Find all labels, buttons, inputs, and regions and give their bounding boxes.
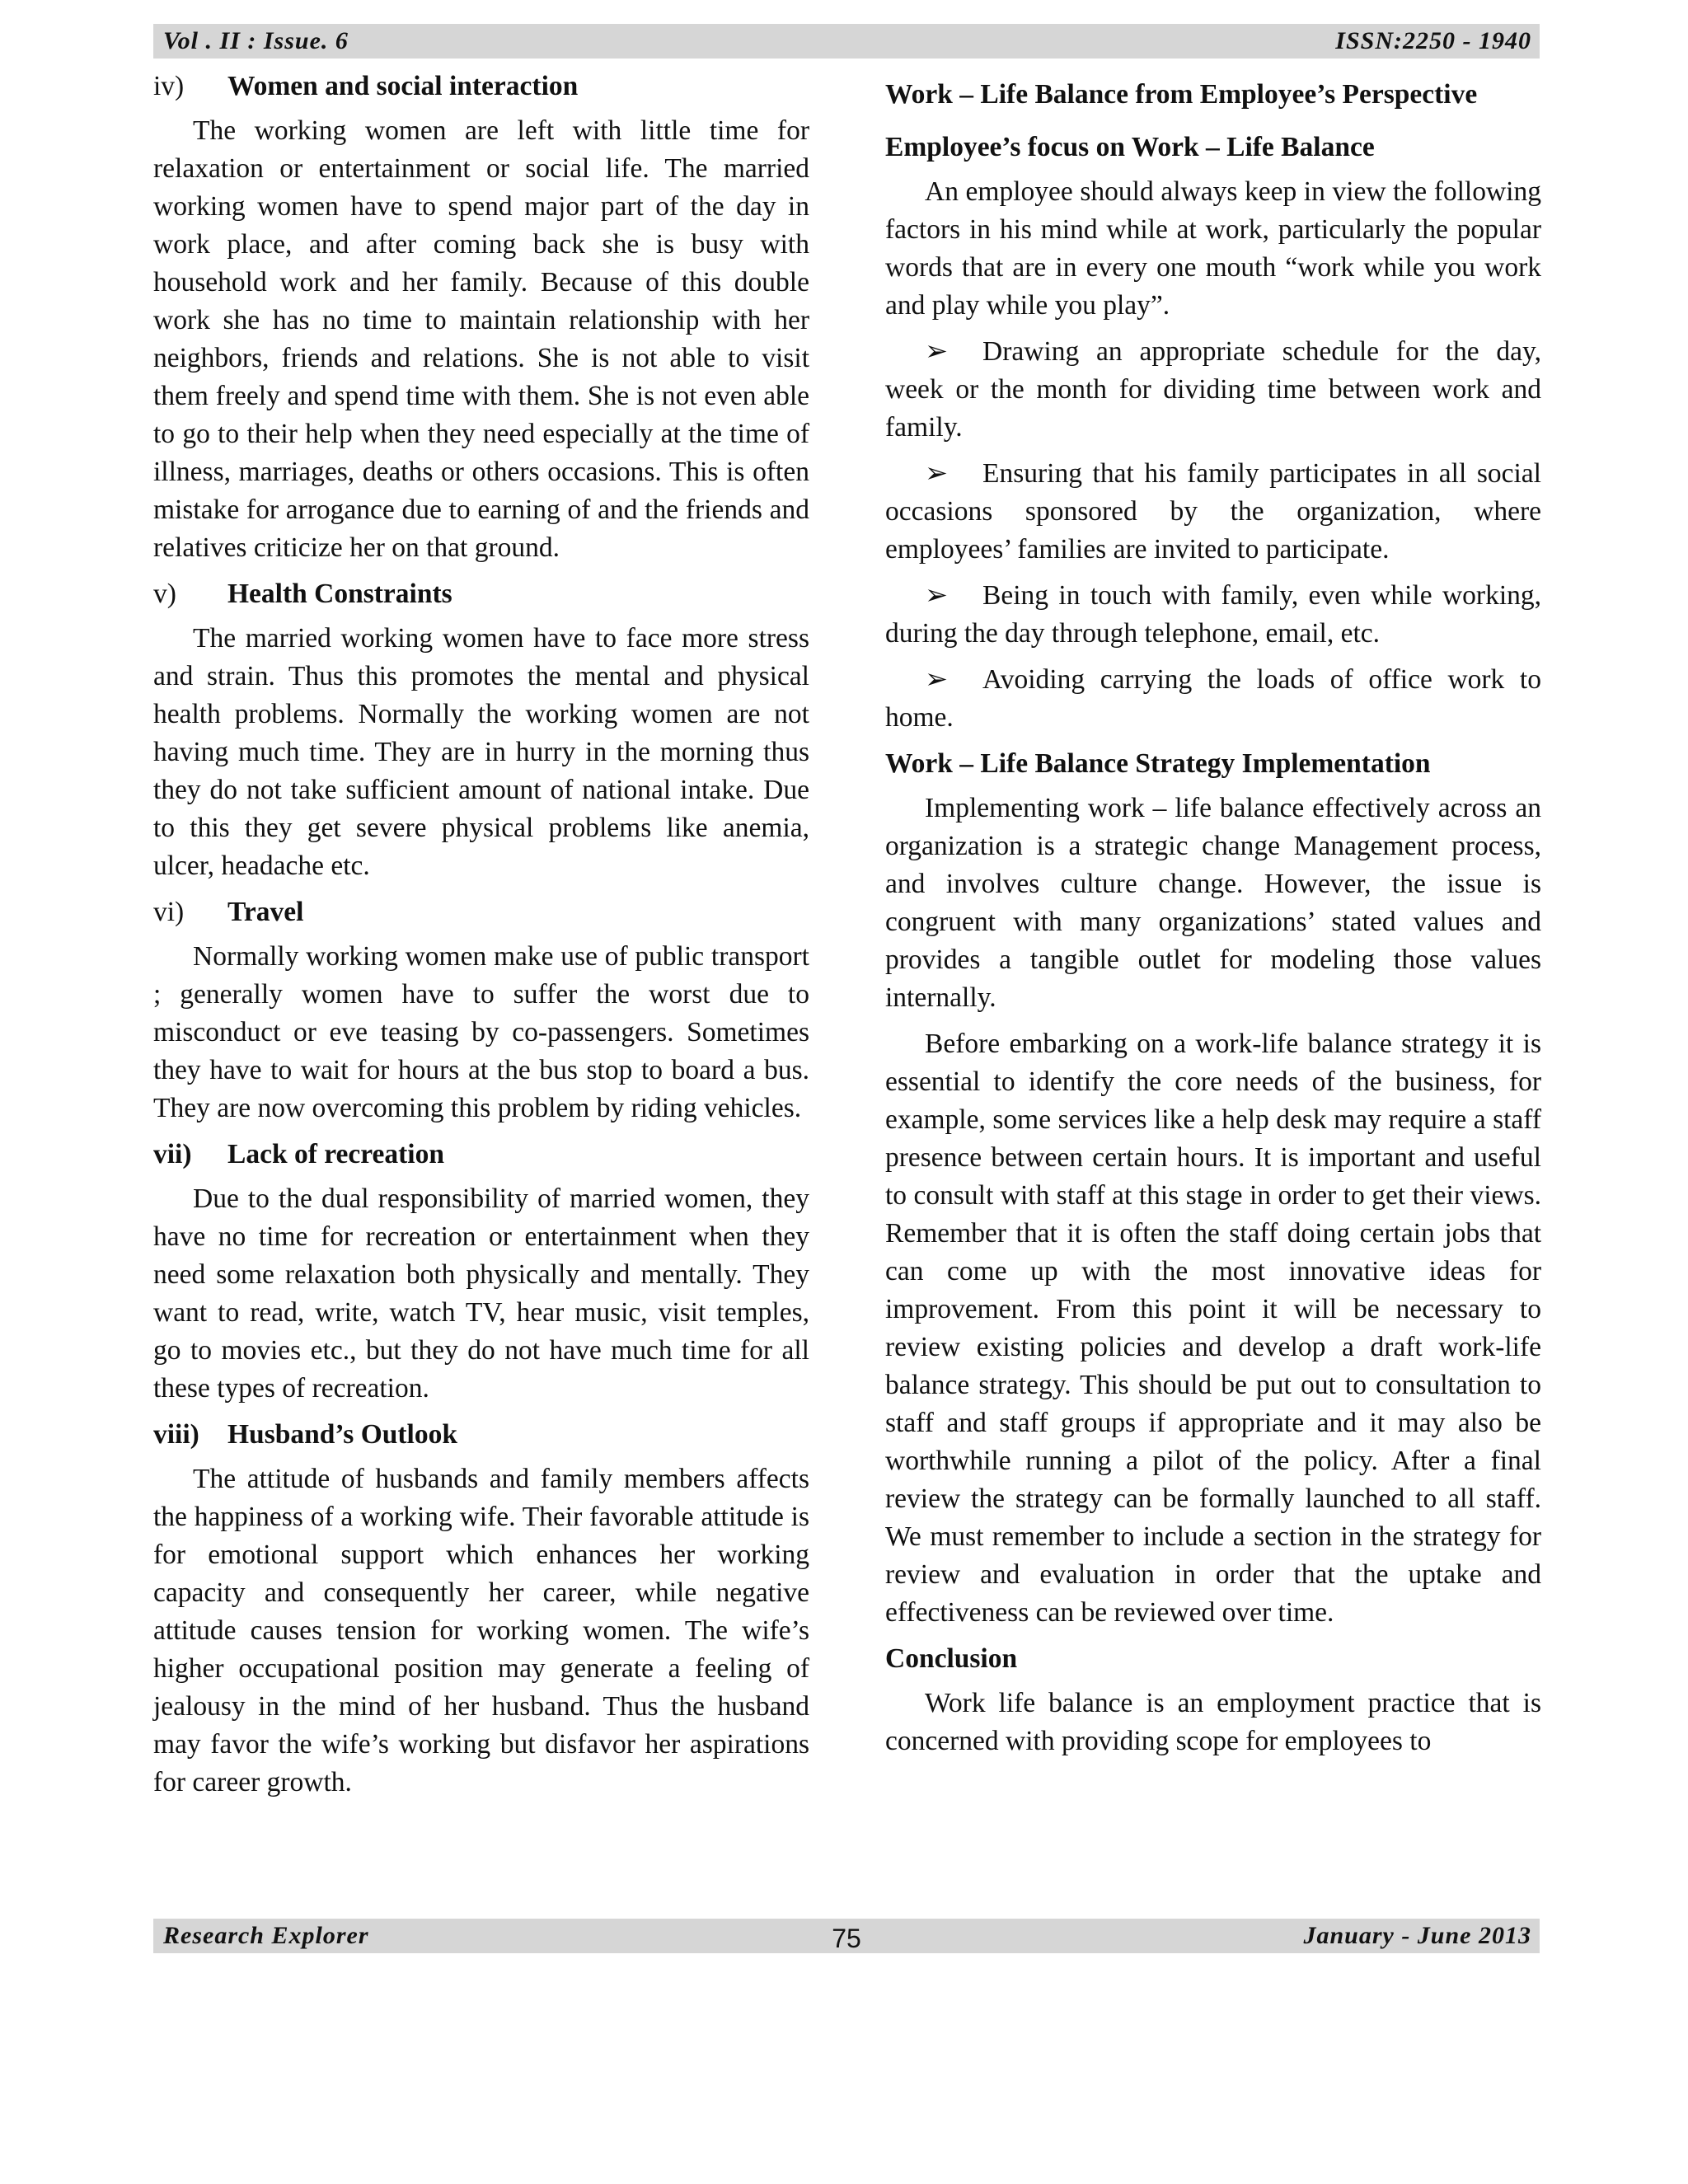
bullet-text: Drawing an appropriate schedule for the day, week or the month for dividing time between work and family.: [885, 336, 1541, 443]
journal-name: Research Explorer: [163, 1922, 369, 1949]
bullet-item: [885, 661, 1541, 737]
section-number: iv): [153, 71, 185, 101]
section-number: vi): [153, 897, 185, 927]
page-number: 75: [832, 1924, 861, 1953]
paragraph: Normally working women make use of public transport ; generally women have to suffer the worst due to misconduct or eve teasing by co-passengers. Sometimes they have to wait for hours at the bus stop to board a bus. They are now overcoming this problem by riding vehicles.: [153, 941, 809, 1123]
paragraph: The working women are left with little time for relaxation or entertainment or social life. The married working women have to spend major part of the day in work place, and after coming back she is busy with household work and her family. Because of this double work she has no time to maintain relationship with her neighbors, friends and relations. She is not able to visit them freely and spend time with them. She is not even able to go to their help when they need especially at the time of illness, marriages, deaths or others occasions. This is often mistake for arrogance due to earning of and the friends and relatives criticize her on that ground.: [153, 115, 809, 563]
paragraph: An employee should always keep in view the following factors in his mind while at work, particularly the popular words that are in every one mouth “work while you work and play while you play”.: [885, 176, 1541, 321]
bullet-item: [885, 333, 1541, 447]
section-title: Health Constraints: [227, 579, 452, 609]
paragraph: Work life balance is an employment practice that is concerned with providing scope for employees to: [885, 1688, 1541, 1756]
section-number: v): [153, 579, 176, 609]
issn: ISSN:2250 - 1940: [1335, 27, 1531, 54]
left-column: [153, 68, 809, 1810]
section-title: Travel: [227, 897, 304, 927]
bullet-text: Being in touch with family, even while working, during the day through telephone, email, etc.: [885, 580, 1541, 649]
section-heading: [153, 1416, 809, 1454]
bullet-text: Ensuring that his family participates in all social occasions sponsored by the organization, where employees’ families are invited to participate.: [885, 458, 1541, 565]
section-number: viii): [153, 1419, 199, 1450]
section-heading: [153, 68, 809, 105]
section-heading: Employee’s focus on Work – Life Balance: [885, 132, 1375, 162]
arrow-bullet-icon: ➢: [925, 664, 949, 695]
arrow-bullet-icon: ➢: [925, 580, 949, 611]
section-title: Lack of recreation: [227, 1139, 444, 1169]
issue-date: January - June 2013: [1303, 1922, 1531, 1949]
section-heading: [153, 575, 809, 613]
arrow-bullet-icon: ➢: [925, 336, 949, 367]
paragraph: Due to the dual responsibility of married women, they have no time for recreation or entertainment when they need some relaxation both physically and mentally. They want to read, write, watch TV, hear music, visit temples, go to movies etc., but they do not have much time for all these types of recreation.: [153, 1183, 809, 1404]
section-heading: Work – Life Balance from Employee’s Perspective: [885, 79, 1478, 110]
paragraph: The married working women have to face more stress and strain. Thus this promotes the mental and physical health problems. Normally the working women are not having much time. They are in hurry in the morning thus they do not take sufficient amount of national intake. Due to this they get severe physical problems like anemia, ulcer, headache etc.: [153, 623, 809, 881]
section-heading: [153, 893, 809, 931]
paragraph: Before embarking on a work-life balance strategy it is essential to identify the core needs of the business, for example, some services like a help desk may require a staff presence between certain hours. It is important and useful to consult with staff at this stage in order to get their views. Remember that it is often the staff doing certain jobs that can come up with the most innovative ideas for improvement. From this point it will be necessary to review existing policies and develop a draft work-life balance strategy. This should be put out to consultation to staff and staff groups if appropriate and it may also be worthwhile running a pilot of the policy. After a final review the strategy can be formally launched to all staff. We must remember to include a section in the strategy for review and evaluation in order that the uptake and effectiveness can be reviewed over time.: [885, 1029, 1541, 1628]
paragraph: Implementing work – life balance effectively across an organization is a strategic change Management process, and involves culture change. However, the issue is congruent with many organizations’ stated values and provides a tangible outlet for modeling those values internally.: [885, 793, 1541, 1013]
section-heading: Conclusion: [885, 1643, 1018, 1674]
section-number: vii): [153, 1139, 192, 1169]
section-heading: [153, 1136, 809, 1174]
section-title: Women and social interaction: [227, 71, 579, 101]
right-column: [885, 76, 1541, 1769]
bullet-item: [885, 577, 1541, 653]
volume-issue: Vol . II : Issue. 6: [163, 27, 349, 54]
section-title: Husband’s Outlook: [227, 1419, 457, 1450]
page-footer: [153, 1919, 1540, 1953]
section-heading: Work – Life Balance Strategy Implementation: [885, 748, 1431, 779]
arrow-bullet-icon: ➢: [925, 458, 949, 489]
bullet-text: Avoiding carrying the loads of office work to home.: [885, 664, 1541, 733]
page-header: [153, 24, 1540, 59]
bullet-item: [885, 455, 1541, 569]
paragraph: The attitude of husbands and family members affects the happiness of a working wife. Their favorable attitude is for emotional support which enhances her working capacity and consequently her career, while negative attitude causes tension for working women. The wife’s higher occupational position may generate a feeling of jealousy in the mind of her husband. Thus the husband may favor the wife’s working but disfavor her aspirations for career growth.: [153, 1464, 809, 1797]
